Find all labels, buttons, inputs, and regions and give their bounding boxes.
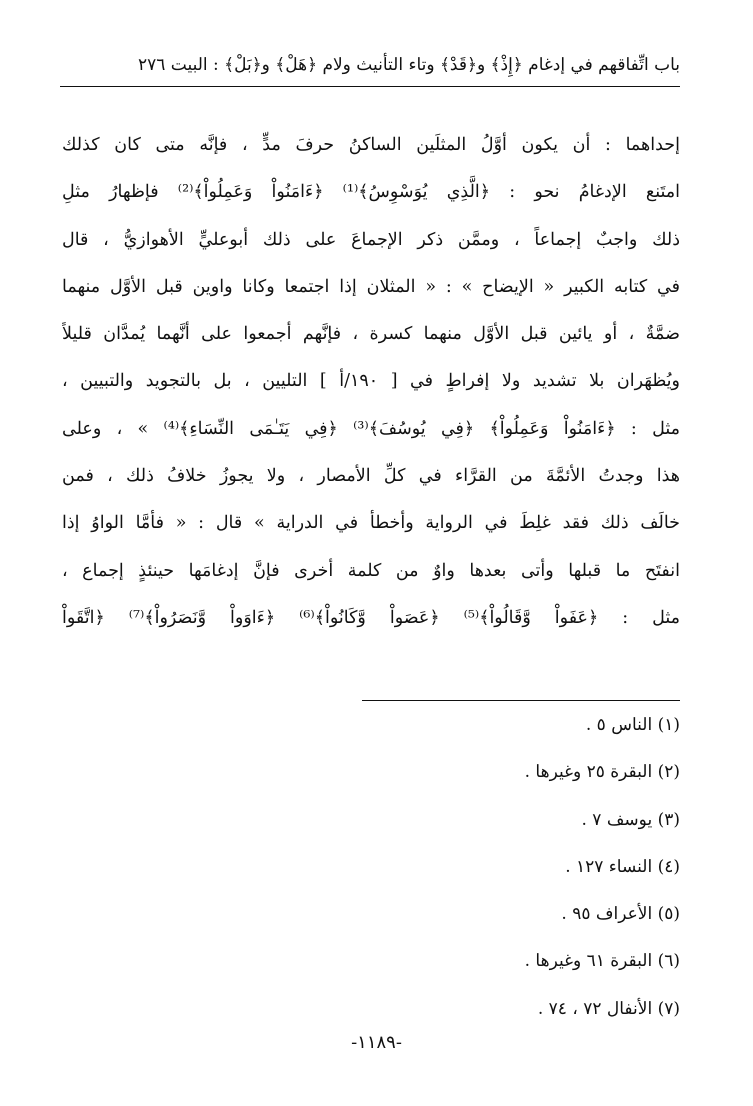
- running-header: باب اتِّفاقهم في إدغام ﴿إِذْ﴾ و﴿قَدْ﴾ وتاء التأنيث ولام ﴿هَلْ﴾ و﴿بَلْ﴾ : البيت ٢٧٦: [137, 55, 680, 75]
- text-line: ذلك واجبٌ إجماعاً ، وممَّن ذكر الإجماعَ على ذلك أبوعليٍّ الأهوازيُّ ، قال: [62, 229, 680, 250]
- text-line: ضمَّةٌ ، أو يائين قبل الأوَّل منهما كسرة ، فإنَّهم أجمعوا على أنَّهما يُمدَّان قليلاً: [62, 324, 680, 345]
- footnote: (٣) يوسف ٧ .: [581, 809, 680, 830]
- footnote: (٥) الأعراف ٩٥ .: [561, 904, 680, 925]
- text-line: انفتَح ما قبلها وأتى بعدها واوٌ من كلمة أخرى فإنَّ إدغامَها حينئذٍ إجماع ،: [62, 560, 680, 581]
- text-line: مثل : ﴿ءَامَنُواْ وَعَمِلُواْ﴾ ﴿فِي يُوسُفَ﴾⁽³⁾ ﴿فِي يَتَـٰمَى النِّسَاءِ﴾⁽⁴⁾ » ، وعلى: [62, 418, 680, 439]
- text-line: امتَنع الإدغامُ نحو : ﴿الَّذِي يُوَسْوِسُ﴾⁽¹⁾ ﴿ءَامَنُواْ وَعَمِلُواْ﴾⁽²⁾ فإظهارُ مثلِ: [62, 182, 680, 203]
- footnote-rule: [362, 700, 680, 701]
- footnotes: [300, 710, 680, 1041]
- text-line: خالَف ذلك فقد غلِطَ في الرواية وأخطأ في الدراية » قال : « فأمَّا الواوُ إذا: [62, 513, 680, 534]
- text-line: في كتابه الكبير « الإيضاح » : « المثلان إذا اجتمعا وكانا واوين قبل الأوَّل منهما: [62, 276, 680, 297]
- page-number: -١١٨٩-: [351, 1032, 402, 1053]
- header-rule: [60, 86, 680, 87]
- footnote: (٧) الأنفال ٧٢ ، ٧٤ .: [537, 998, 680, 1019]
- text-line: مثل : ﴿عَفَواْ وَّقَالُواْ﴾⁽⁵⁾ ﴿عَصَواْ وَّكَانُواْ﴾⁽⁶⁾ ﴿ءَاوَواْ وَّنَصَرُواْ﴾⁽⁷⁾ ﴿اتَّقَواْ: [62, 607, 680, 628]
- body-text: [62, 122, 680, 642]
- footnote: (٤) النساء ١٢٧ .: [565, 856, 680, 877]
- text-line: هذا وجدتُ الأئمَّةَ من القرَّاء في كلِّ الأمصار ، ولا يجوزُ خلافُ ذلك ، فمن: [62, 466, 680, 487]
- text-line: ويُظهَران بلا تشديد ولا إفراطٍ في [ ١٩٠/أ ] التليين ، بل بالتجويد والتبيين ،: [62, 371, 680, 392]
- footnote: (٢) البقرة ٢٥ وغيرها .: [524, 762, 680, 783]
- footnote: (١) الناس ٥ .: [585, 715, 680, 735]
- text-line: إحداهما : أن يكون أوَّلُ المثلَين الساكنُ حرفَ مدٍّ ، فإنَّه متى كان كذلك: [62, 135, 680, 155]
- footnote: (٦) البقرة ٦١ وغيرها .: [524, 951, 680, 972]
